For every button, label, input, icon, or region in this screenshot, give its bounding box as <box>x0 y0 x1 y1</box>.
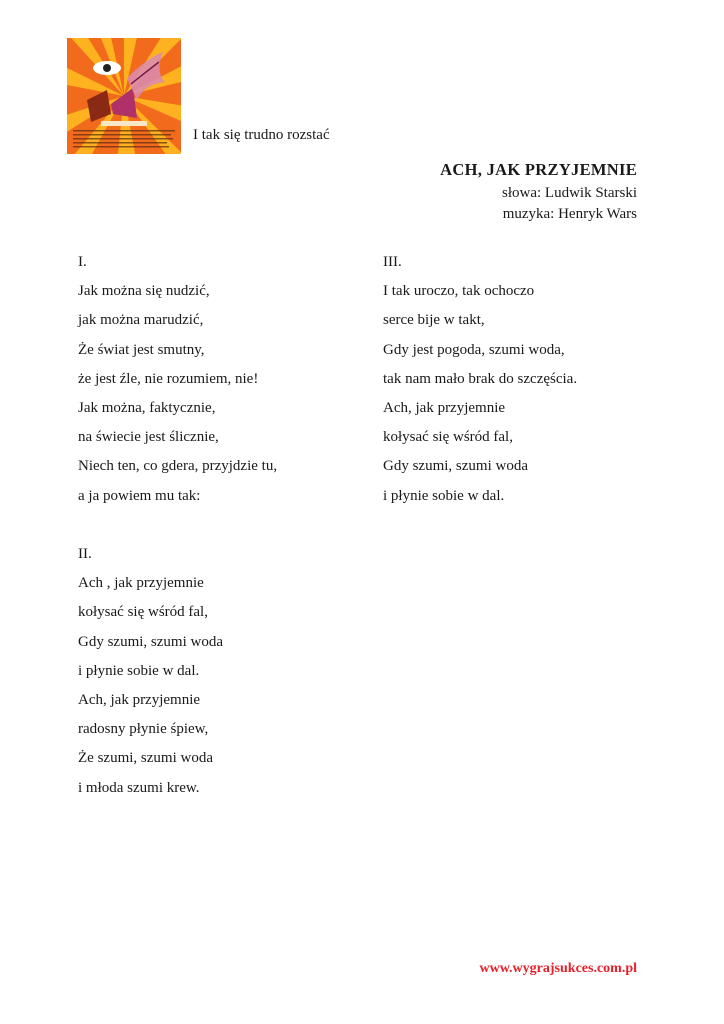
stanza-number: I. <box>78 254 87 270</box>
lyric-line: tak nam mało brak do szczęścia. <box>383 370 578 387</box>
album-title: I tak się trudno rozstać <box>193 127 330 143</box>
lyric-line: Ach, jak przyjemnie <box>78 691 201 708</box>
lyric-line: Gdy jest pogoda, szumi woda, <box>383 341 565 358</box>
lyric-line: i płynie sobie w dal. <box>383 487 505 504</box>
lyric-line: i młoda szumi krew. <box>78 779 200 796</box>
lyric-line: a ja powiem mu tak: <box>78 487 201 504</box>
lyric-line: Jak można się nudzić, <box>78 283 210 300</box>
music-credit: muzyka: Henryk Wars <box>502 206 637 222</box>
lyric-line: Gdy szumi, szumi woda <box>78 633 223 650</box>
lyric-line: Że świat jest smutny, <box>78 341 205 358</box>
lyric-line: serce bije w takt, <box>383 312 485 329</box>
album-cover-image <box>67 38 181 154</box>
lyric-line: Gdy szumi, szumi woda <box>383 458 528 475</box>
website-link[interactable]: www.wygrajsukces.com.pl <box>479 961 637 976</box>
lyric-line: Ach , jak przyjemnie <box>78 575 204 592</box>
lyric-line: na świecie jest ślicznie, <box>78 429 219 446</box>
lyric-line: kołysać się wśród fal, <box>383 429 513 446</box>
stanza-2 <box>78 544 223 807</box>
lyric-line: kołysać się wśród fal, <box>78 604 208 621</box>
stanza-1 <box>78 252 277 515</box>
lyrics-credit: słowa: Ludwik Starski <box>502 185 637 201</box>
stanza-3 <box>383 252 577 515</box>
lyric-line: Niech ten, co gdera, przyjdzie tu, <box>78 458 278 475</box>
lyric-line: Jak można, faktycznie, <box>78 399 216 416</box>
lyric-line: że jest źle, nie rozumiem, nie! <box>78 370 259 387</box>
lyric-line: Że szumi, szumi woda <box>78 750 213 767</box>
lyric-line: radosny płynie śpiew, <box>78 721 209 738</box>
lyric-line: Ach, jak przyjemnie <box>383 399 506 416</box>
stanza-number: III. <box>383 254 402 270</box>
lyric-line: I tak uroczo, tak ochoczo <box>383 283 535 300</box>
lyric-line: jak można marudzić, <box>78 312 204 329</box>
song-title: ACH, JAK PRZYJEMNIE <box>440 160 637 179</box>
stanza-number: II. <box>78 546 92 562</box>
lyric-line: i płynie sobie w dal. <box>78 662 200 679</box>
